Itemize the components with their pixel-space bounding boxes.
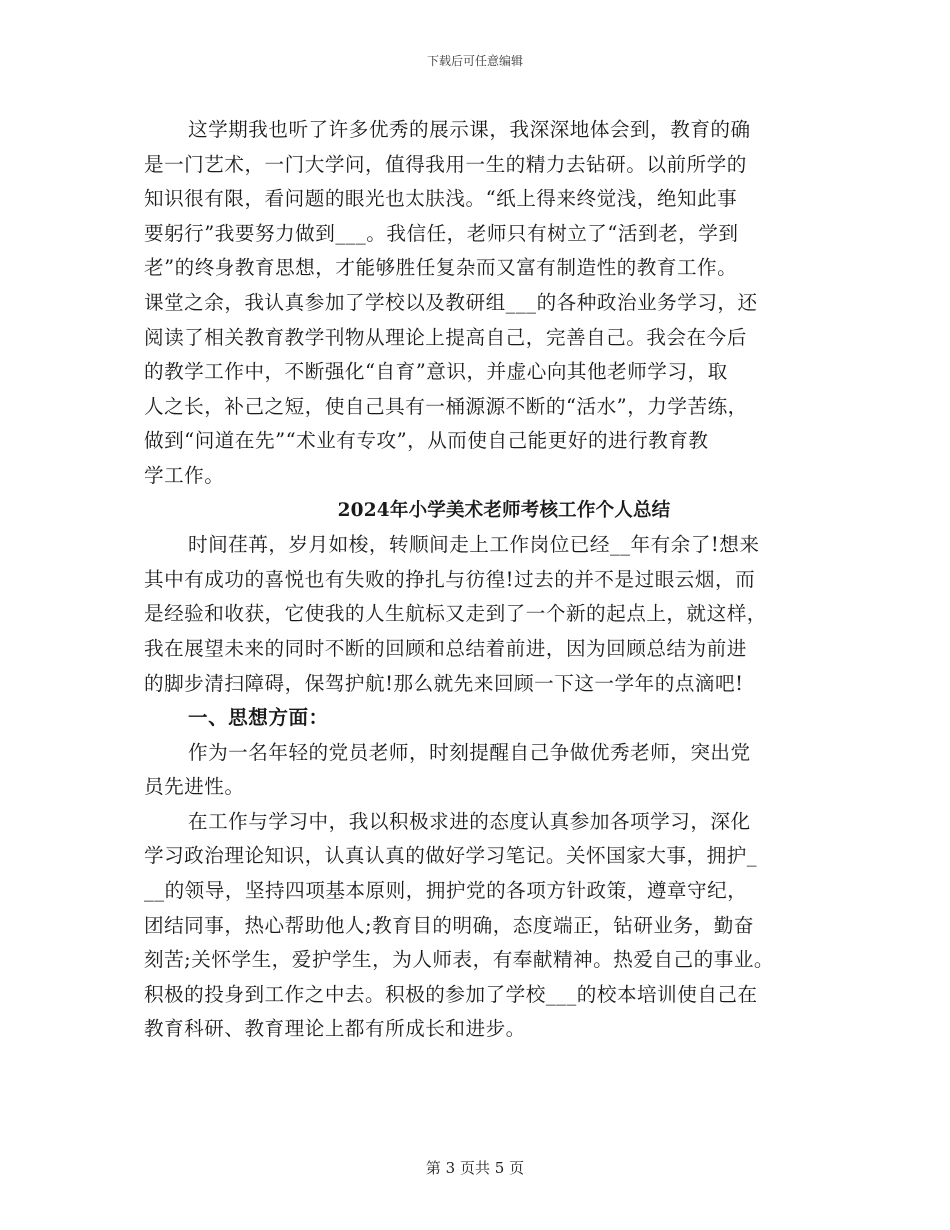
paragraph-line: 要躬行”我要努力做到___。我信任，老师只有树立了“活到老，学到 <box>144 221 739 245</box>
paragraph-line: 的教学工作中，不断强化“自育”意识，并虚心向其他老师学习，取 <box>144 360 728 384</box>
paragraph-line: 员先进性。 <box>144 775 245 799</box>
paragraph-line: 积极的投身到工作之中去。积极的参加了学校___的校本培训使自己在 <box>144 982 758 1006</box>
paragraph-line: 在工作与学习中，我以积极求进的态度认真参加各项学习，深化 <box>188 809 751 833</box>
paragraph-line: 的脚步清扫障碍，保驾护航!那么就先来回顾一下这一学年的点滴吧! <box>144 671 744 695</box>
paragraph-line: __的领导，坚持四项基本原则，拥护党的各项方针政策，遵章守纪， <box>144 879 748 903</box>
page-footer: 第 3 页共 5 页 <box>425 1159 525 1177</box>
paragraph-line: 学工作。 <box>144 463 225 487</box>
page-header: 下载后可任意编辑 <box>426 54 523 68</box>
paragraph-line: 学习政治理论知识，认真认真的做好学习笔记。关怀国家大事，拥护_ <box>144 844 758 868</box>
paragraph-line: 我在展望未来的同时不断的回顾和总结着前进，因为回顾总结为前进 <box>144 636 747 660</box>
section-title: 2024年小学美术老师考核工作个人总结 <box>337 499 671 521</box>
paragraph-line: 其中有成功的喜悦也有失败的挣扎与彷徨!过去的并不是过眼云烟，而 <box>144 567 756 591</box>
paragraph-line: 老”的终身教育思想，才能够胜任复杂而又富有制造性的教育工作。 <box>144 256 738 280</box>
paragraph-line: 课堂之余，我认真参加了学校以及教研组___的各种政治业务学习，还 <box>144 290 758 314</box>
paragraph-line: 人之长，补己之短，使自己具有一桶源源不断的“活水”，力学苦练， <box>144 394 748 418</box>
paragraph-line: 知识很有限，看问题的眼光也太肤浅。“纸上得来终觉浅，绝知此事 <box>144 187 738 211</box>
paragraph-line: 刻苦;关怀学生，爱护学生，为人师表，有奉献精神。热爱自己的事业。 <box>144 948 775 972</box>
paragraph-line: 这学期我也听了许多优秀的展示课，我深深地体会到，教育的确 <box>188 118 751 141</box>
document-body <box>144 113 824 1047</box>
paragraph-line: 时间荏苒，岁月如梭，转顺间走上工作岗位已经__年有余了!想来 <box>188 533 760 557</box>
paragraph-line: 团结同事，热心帮助他人;教育目的明确，态度端正，钻研业务，勤奋 <box>144 913 754 937</box>
subsection-heading: 一、思想方面： <box>188 706 329 730</box>
paragraph-line: 教育科研、教育理论上都有所成长和进步。 <box>144 1017 526 1041</box>
paragraph-line: 是经验和收获，它使我的人生航标又走到了一个新的起点上，就这样， <box>144 602 767 626</box>
paragraph-line: 做到“问道在先”“术业有专攻”，从而使自己能更好的进行教育教 <box>144 429 709 453</box>
paragraph-line: 作为一名年轻的党员老师，时刻提醒自己争做优秀老师，突出党 <box>188 740 751 764</box>
paragraph-line: 阅读了相关教育教学刊物从理论上提高自己，完善自己。我会在今后 <box>144 325 747 349</box>
paragraph-line: 是一门艺术，一门大学问，值得我用一生的精力去钻研。以前所学的 <box>144 152 747 176</box>
